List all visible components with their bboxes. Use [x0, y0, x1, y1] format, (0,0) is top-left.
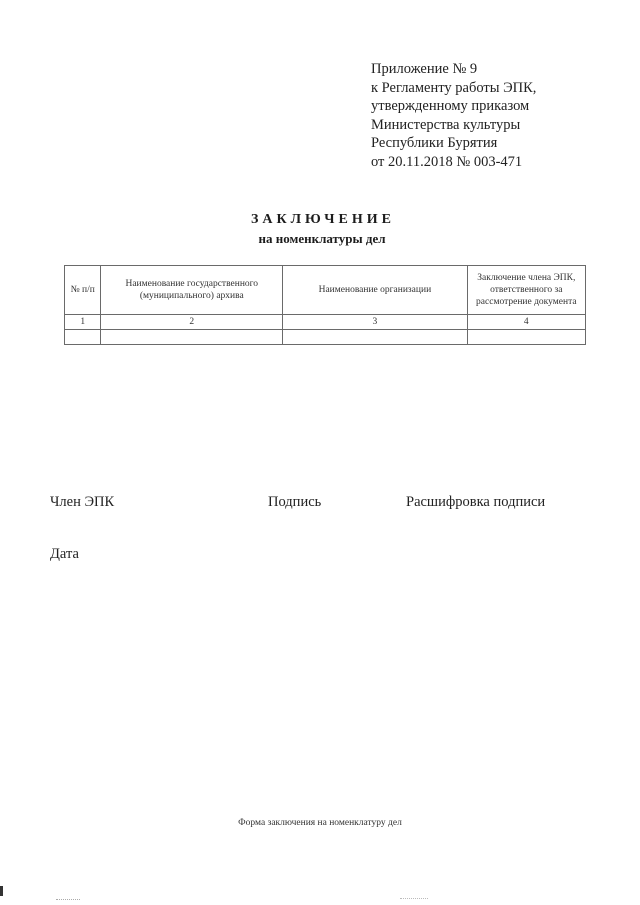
- table-header-row: [65, 266, 586, 315]
- signature-label: Подпись: [268, 494, 322, 510]
- scan-artifact: [56, 899, 80, 901]
- column-header-number: № п/п: [65, 266, 101, 315]
- table-cell: 3: [283, 315, 467, 330]
- table-cell: 1: [65, 315, 101, 330]
- scan-artifact: [400, 898, 428, 900]
- column-header-organization: Наименование организации: [283, 266, 467, 315]
- column-header-archive: Наименование государственного (муниципального) архива: [101, 266, 283, 315]
- column-header-conclusion: Заключение члена ЭПК, ответственного за рассмотрение документа: [467, 266, 585, 315]
- scan-artifact: [0, 886, 3, 896]
- form-footer-caption: Форма заключения на номенклатуру дел: [238, 818, 402, 828]
- table-row: [65, 330, 586, 345]
- table-cell: 4: [467, 315, 585, 330]
- table-numbering-row: [65, 315, 586, 330]
- document-title-block: [0, 212, 640, 247]
- document-subtitle: на номенклатуры дел: [258, 231, 386, 246]
- appendix-line: от 20.11.2018 № 003-471: [371, 153, 523, 170]
- table-cell: 2: [101, 315, 283, 330]
- signature-decoding-label: Расшифровка подписи: [406, 494, 546, 510]
- document-title: ЗАКЛЮЧЕНИЕ: [250, 212, 396, 227]
- appendix-line: утвержденному приказом: [371, 98, 530, 114]
- conclusion-table: [64, 265, 586, 345]
- appendix-line: Приложение № 9: [371, 61, 478, 77]
- appendix-line: Республики Бурятия: [371, 135, 498, 151]
- appendix-line: к Регламенту работы ЭПК,: [371, 79, 537, 96]
- table-cell: [467, 330, 585, 345]
- appendix-header: [371, 60, 631, 171]
- table-cell: [65, 330, 101, 345]
- epk-member-label: Член ЭПК: [50, 494, 115, 510]
- date-label: Дата: [50, 546, 79, 562]
- table-cell: [101, 330, 283, 345]
- appendix-line: Министерства культуры: [371, 116, 521, 133]
- table-cell: [283, 330, 467, 345]
